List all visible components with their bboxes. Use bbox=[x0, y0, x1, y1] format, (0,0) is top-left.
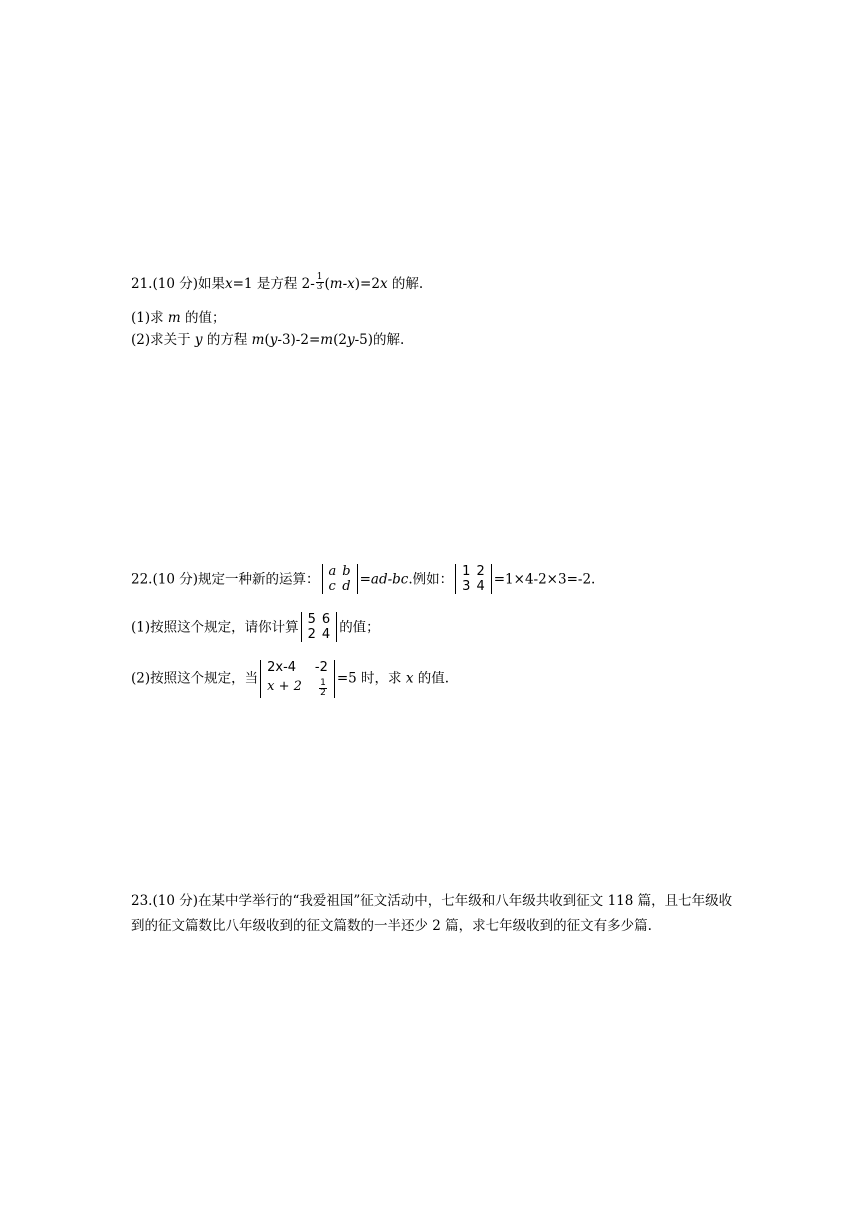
q21-part2-var: y bbox=[269, 332, 278, 348]
q21-stem bbox=[131, 272, 424, 294]
q21-part2-var: m bbox=[320, 332, 334, 348]
det-cell: -2 bbox=[314, 660, 328, 675]
q21-eq-part: )=2 bbox=[354, 276, 380, 292]
q21-stem-text: 如果 bbox=[198, 276, 225, 292]
det-cell: 1 bbox=[462, 564, 471, 579]
q21-eq-part: =1 是方程 2- bbox=[232, 276, 315, 292]
q22-example-rhs: =1×4-2×3=-2. bbox=[493, 571, 596, 588]
det-cell: x + 2 bbox=[267, 679, 302, 694]
q22-part1-end: 的值； bbox=[339, 619, 380, 636]
q22-part1 bbox=[131, 613, 380, 643]
det-cell: 2x-4 bbox=[267, 660, 297, 675]
q21-part1-end: 的值； bbox=[180, 310, 226, 326]
determinant-part1 bbox=[301, 612, 338, 642]
q22-example-label: .例如： bbox=[408, 571, 454, 588]
det-cell-fraction bbox=[305, 675, 331, 698]
q21-part1-text: (1)求 bbox=[131, 310, 168, 326]
q21-part2-eq: -5)的解. bbox=[354, 332, 405, 348]
q22-definition-rhs: =ad-bc bbox=[359, 571, 409, 588]
q21-var-x: x bbox=[379, 276, 388, 292]
q22-part2-end: 的值. bbox=[413, 670, 450, 687]
determinant-example bbox=[455, 564, 492, 594]
det-frac-num: 1 bbox=[320, 678, 326, 688]
q21-fraction bbox=[316, 273, 324, 292]
q21-part2-var: m bbox=[251, 332, 265, 348]
determinant-definition bbox=[322, 564, 358, 594]
det-cell: c bbox=[328, 579, 336, 594]
q21-part1 bbox=[131, 309, 226, 327]
q22-part2 bbox=[131, 660, 449, 698]
q22-part2-var: x bbox=[405, 670, 414, 687]
det-cell: 4 bbox=[476, 579, 485, 594]
det-cell: b bbox=[342, 564, 351, 579]
q21-score: (10 分) bbox=[152, 276, 198, 292]
q21-part2-text: (2)求关于 bbox=[131, 332, 195, 348]
q21-paren: ( bbox=[324, 276, 330, 292]
det-frac-den: 2 bbox=[320, 688, 326, 698]
q21-var-m: m bbox=[329, 276, 343, 292]
q21-part1-var: m bbox=[167, 310, 181, 326]
det-cell: 4 bbox=[321, 627, 331, 642]
det-cell: 2 bbox=[476, 564, 485, 579]
q22-score: (10 分) bbox=[152, 571, 198, 588]
q22-part1-text: (1)按照这个规定，请你计算 bbox=[131, 619, 299, 636]
q21-stem-end: 的解. bbox=[387, 276, 424, 292]
q22-stem bbox=[131, 565, 595, 595]
q21-part2-eq: ( bbox=[264, 332, 270, 348]
q22-part2-text: (2)按照这个规定，当 bbox=[131, 670, 259, 687]
q21-frac-den: 3 bbox=[316, 282, 323, 292]
q21-part2-text: 的方程 bbox=[202, 332, 252, 348]
det-cell: 6 bbox=[321, 612, 331, 627]
q21-frac-num: 1 bbox=[316, 272, 323, 282]
q21-var: x bbox=[225, 276, 233, 292]
q22-number: 22. bbox=[131, 571, 153, 588]
q22-stem-text: 规定一种新的运算： bbox=[198, 571, 320, 588]
q22-part2-text: =5 时，求 bbox=[336, 670, 406, 687]
q23-stem: 23.(10 分)在某中学举行的“我爱祖国”征文活动中，七年级和八年级共收到征文 118 篇，且七年级收到的征文篇数比八年级收到的征文篇数的一半还少 2 篇，求七年级收到的征文有多少篇. bbox=[131, 893, 733, 934]
det-fraction bbox=[319, 679, 327, 698]
det-cell: 3 bbox=[462, 579, 471, 594]
determinant-part2 bbox=[260, 660, 335, 698]
det-cell: 5 bbox=[307, 612, 316, 627]
det-cell: 2 bbox=[307, 627, 316, 642]
q21-part2 bbox=[131, 331, 404, 349]
det-cell: a bbox=[328, 564, 337, 579]
q21-part2-var: y bbox=[194, 332, 203, 348]
q21-part2-var: y bbox=[346, 332, 355, 348]
q21-number: 21. bbox=[131, 276, 153, 292]
det-cell: d bbox=[342, 579, 351, 594]
q21-part2-eq: -3)-2= bbox=[277, 332, 321, 348]
q21-var-x: -x bbox=[342, 276, 355, 292]
q21-part2-eq: (2 bbox=[333, 332, 347, 348]
